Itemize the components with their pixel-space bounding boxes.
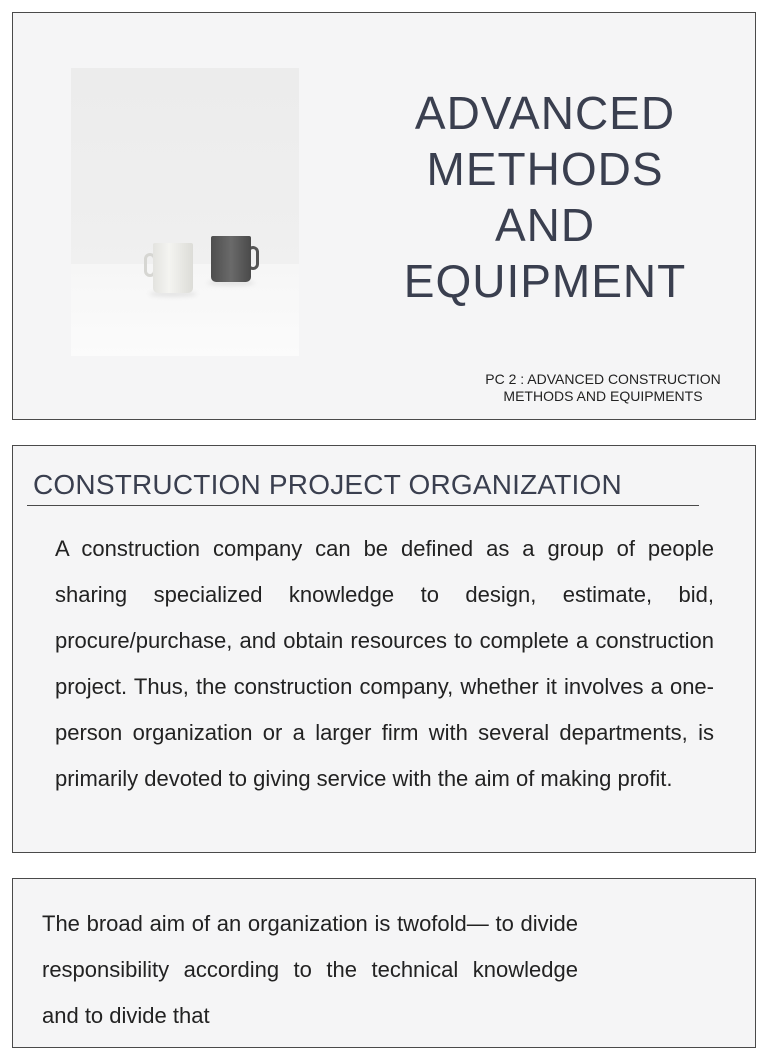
title-line: EQUIPMENT [403, 255, 687, 307]
title-line: METHODS [426, 143, 664, 195]
white-mug [153, 243, 193, 293]
title-line: ADVANCED [414, 87, 676, 139]
title-line: AND [494, 199, 596, 251]
subtitle-line: PC 2 : ADVANCED CONSTRUCTION [485, 371, 721, 387]
dark-mug [211, 236, 251, 282]
slide-body-text: The broad aim of an organization is twofold— to divide responsibility according to the technical knowledge and to divide that [42, 911, 578, 1028]
content-slide-partial [12, 878, 756, 1048]
coffee-mugs-photo [71, 68, 299, 356]
slide-title [343, 85, 747, 309]
slide-subtitle [433, 371, 756, 405]
content-slide [12, 445, 756, 853]
title-slide [12, 12, 756, 420]
heading-underline [27, 505, 699, 506]
subtitle-line: METHODS AND EQUIPMENTS [503, 388, 703, 404]
slide-heading: CONSTRUCTION PROJECT ORGANIZATION [33, 469, 622, 500]
slide-body-text: A construction company can be defined as a group of people sharing specialized knowledge to design, estimate, bid, procure/purchase, and obtain resources to complete a construction project. Thus, the construction company, whether it involves a one-person organization or a larger firm with several departments, is primarily devoted to giving service with the aim of making profit. [55, 536, 714, 791]
